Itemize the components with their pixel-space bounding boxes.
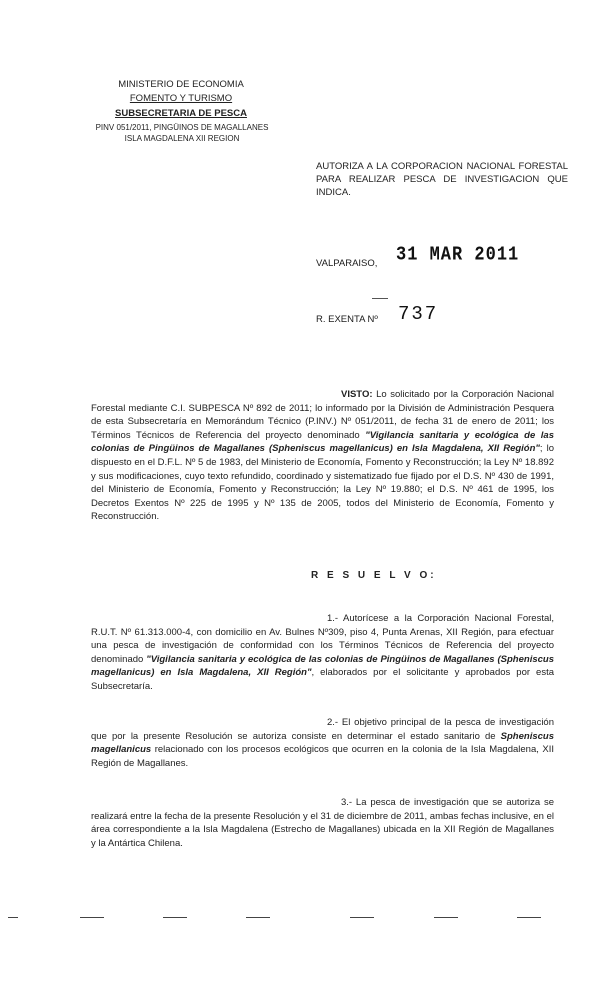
footer-mark [434,917,458,918]
exenta-label: R. EXENTA Nº [316,314,378,325]
exenta-number: 737 [398,303,439,325]
item3-text: 3.- La pesca de investigación que se autoriza se realizará entre la fecha de la presente Resolución y el 31 de diciembre de 2011, ambas fechas inclusive, en el área correspondiente a la Isla Magdalena (Estrecho de Magallanes) ubicada en la XII Región de Magallanes y la Antártica Chilena. [91,797,554,849]
item1-text-1: 1.- Autorícese a la Corporación Nacional Forestal, R.U.T. Nº 61.313.000-4, con domicilio en Av. Bulnes Nº309, piso 4, Punta Arenas, XII Región, para efectuar una pesca de investigación de conformidad con los Términos Técnicos de Referencia del proyecto denominado [91,613,554,665]
resuelvo-heading: R E S U E L V O: [311,570,437,581]
item2-species: Spheniscus magellanicus [91,730,554,756]
footer-mark [80,917,104,918]
footer-mark [350,917,374,918]
header-fomento: FOMENTO Y TURISMO [129,93,233,104]
footer-mark [8,917,18,918]
item1-text-2: , elaborados por el solicitante y aprobados por esta Subsecretaría. [91,667,555,692]
footer-mark [517,917,541,918]
visto-label: VISTO: [341,389,373,400]
resolution-item-1 [91,612,554,694]
resolution-subject: AUTORIZA A LA CORPORACION NACIONAL FORESTAL PARA REALIZAR PESCA DE INVESTIGACION QUE INDICA. [316,161,568,198]
number-dash [372,298,388,299]
header-ministry: MINISTERIO DE ECONOMIA [118,79,244,90]
date-stamp: 31 MAR 2011 [396,244,520,267]
footer-mark [163,917,187,918]
visto-project-title: "Vigilancia sanitaria y ecológica de las colonias de Pingüinos de Magallanes (Spheniscus magellanicus) en Isla Magdalena, XII Región" [91,429,554,455]
item2-text-1: 2.- El objetivo principal de la pesca de investigación que por la presente Resolución se autoriza consiste en determinar el estado sanitario de [91,717,554,742]
resolution-item-3 [91,796,554,850]
place-label: VALPARAISO, [316,258,378,269]
visto-text-2: ; lo dispuesto en el D.F.L. Nº 5 de 1983, del Ministerio de Economía, Fomento y Reconstrucción; la Ley Nº 18.892 y sus modificaciones, cuyo texto refundido, coordinado y sistematizado fue fijado por el D.S. Nº 430 de 1991, del Ministerio de Economía, Fomento y Reconstrucción; la Ley Nº 19.880; el D.S. Nº 461 de 1995, los Decretos Exentos Nº 225 de 1995 y Nº 135 de 2005, todos del Ministerio de Economía, Fomento y Reconstrucción. [91,443,554,523]
visto-paragraph [91,388,554,524]
header-ref-region: ISLA MAGDALENA XII REGION [124,134,240,143]
header-ref-pinv: PINV 051/2011, PINGÜINOS DE MAGALLANES [95,123,269,132]
item2-text-2: relacionado con los procesos ecológicos que ocurren en la colonia de la Isla Magdalena, XII Región de Magallanes. [91,744,554,769]
item1-project-title: "Vigilancia sanitaria y ecológica de las colonias de Pingüinos de Magallanes (Spheniscus magellanicus) en Isla Magdalena, XII Región" [91,653,554,679]
visto-text-1: Lo solicitado por la Corporación Nacional Forestal mediante C.I. SUBPESCA Nº 892 de 2011; lo informado por la División de Administración Pesquera de esta Subsecretaría en Memorándum Técnico (P.INV.) Nº 051/2011, de fecha 31 de enero de 2011; los Términos Técnicos de Referencia del proyecto denominado [91,389,554,441]
footer-mark [246,917,270,918]
header-subsecretaria: SUBSECRETARIA DE PESCA [115,108,247,119]
resolution-item-2 [91,716,554,770]
